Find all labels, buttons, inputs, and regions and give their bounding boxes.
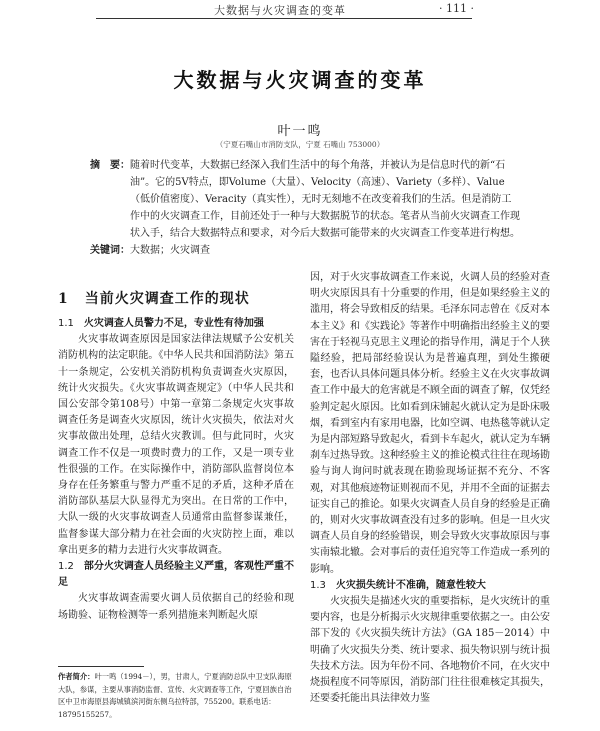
author-affiliation: （宁夏石嘴山市消防支队，宁夏 石嘴山 753000） [215,140,385,149]
subsection-heading [310,578,550,594]
paragraph: 因，对于火灾事故调查工作来说，火调人员的经验对查明火灾原因具有十分重要的作用，但是如果经验主义的滥用，将会导致相反的结果。毛泽东同志曾在《反对本本主义》和《实践论》等著作中明确指出经验主义的要害在于轻视马克思主义理论的指导作用，满足于个人狭隘经验，把局部经验误认为是普遍真理，到处生搬硬套，也否认具体问题具体分析。经验主义在火灾事故调查工作中最大的危害就是不顾全面的调查了解，仅凭经验判定起火原因。比如看到床铺起火就认定为是卧床吸烟，看到室内有家用电器，比如空调、电热毯等就认定为是内部短路导致起火，看到卡车起火，就认定为车辆刹车过热导致。这种经验主义的推论模式往往在现场勘验与询人询问时就表现在勘验现场证据不充分、不客观，对其他痕迹物证则视而不见，并用不全面的证据去证实自己的推论。如果火灾调查人员自身的经验是正确的，则对火灾事故调查没有过多的影响。但是一旦火灾调查人员自身的经验错误，则会导致火灾事故原因与事实南辕北辙。会对事后的责任追究等工作造成一系列的影响。 [310,272,550,575]
author-footnote [58,671,296,721]
abstract-text: 随着时代变革，大数据已经深入我们生活中的每个角落，并被认为是信息时代的新“石油”。它的5V特点，即Volume（大量）、Velocity（高速）、Variety（多样）、Value（低价值密度）、Veracity（真实性），无时无刻地不在改变着我们的生活。但是消防工作中的火灾调查工作，目前还处于一种与大数据脱节的状态。笔者从当前火灾调查工作现状入手，结合大数据特点和要求，对今后大数据可能带来的火灾调查工作变革进行构想。 [130,160,520,239]
subsection-title: 部分火灾调查人员经验主义严重，客观性严重不足 [58,561,294,589]
section-title: 当前火灾调查工作的现状 [84,291,250,307]
subsection-heading [58,559,294,591]
subsection-title: 火灾损失统计不准确，随意性较大 [335,579,486,591]
keywords-label: 关键词： [90,245,130,256]
right-column [310,270,550,707]
abstract-label: 摘 要： [90,160,130,171]
article-title: 大数据与火灾调查的变革 [173,68,427,92]
footnote-text: 叶一鸣（1994－），男，甘肃人，宁夏消防总队中卫支队海原大队，参谋，主要从事消防监督、宣传、火灾调查等工作，宁夏回族自治区中卫市海原县海城镇滨河街东侧乌拉特部，755200。联系电话：18795155257。 [58,672,292,719]
section-number: 1 [58,291,69,307]
abstract [90,157,520,242]
footnote-rule [58,666,144,667]
left-column [58,284,294,624]
running-header [96,0,474,18]
section-heading [58,290,294,308]
subsection-heading [58,316,294,332]
paragraph: 火灾损失是描述火灾的重要指标，是火灾统计的重要内容，也是分析揭示火灾规律重要依据之一。由公安部下发的《火灾损失统计方法》（GA 185－2014）中明确了火灾损失分类、统计要求、损失物识别与统计损失技术方法。因为年份不同、各地物价不同，在火灾中烧损程度不同等原因，消防部门往往很难核定其损失，还要委托能出具法律效力鉴 [310,596,550,705]
keywords-text: 大数据；火灾调查 [130,245,210,256]
page-number: · 111 · [439,2,474,15]
paragraph: 火灾事故调查需要火调人员依据自己的经验和现场勘验、证物检测等一系列措施来判断起火原 [58,593,294,621]
subsection-number: 1.3 [310,579,326,591]
header-rule [96,18,472,19]
footnote-label: 作者简介： [58,672,95,681]
subsection-title: 火灾调查人员警力不足，专业性有待加强 [83,318,264,329]
front-matter [90,157,520,259]
running-header-title: 大数据与火灾调查的变革 [214,4,346,17]
author-name: 叶一鸣 [277,124,323,139]
subsection-number: 1.1 [58,318,74,329]
keywords [90,242,520,259]
subsection-number: 1.2 [58,561,74,573]
paragraph: 火灾事故调查原因是国家法律法规赋予公安机关消防机构的法定职能。《中华人民共和国消防法》第五十一条规定，公安机关消防机构负责调查火灾原因，统计火灾损失。《火灾事故调查规定》（中华人民共和国公安部令第108号）中第一章第二条规定火灾事故调查任务是调查火灾原因，统计火灾损失，依法对火灾事故做出处理，总结火灾教训。但与此同时，火灾调查工作不仅是一项费时费力的工作，又是一项专业性很强的工作。在实际操作中，消防部队监督岗位本身存在任务繁重与警力严重不足的矛盾，这种矛盾在消防部队基层大队显得尤为突出。在日常的工作中，大队一级的火灾事故调查人员通常由监督参谋兼任，监督参谋大部分精力在社会面的火灾防控上面，难以拿出更多的精力去进行火灾事故调查。 [58,334,294,556]
